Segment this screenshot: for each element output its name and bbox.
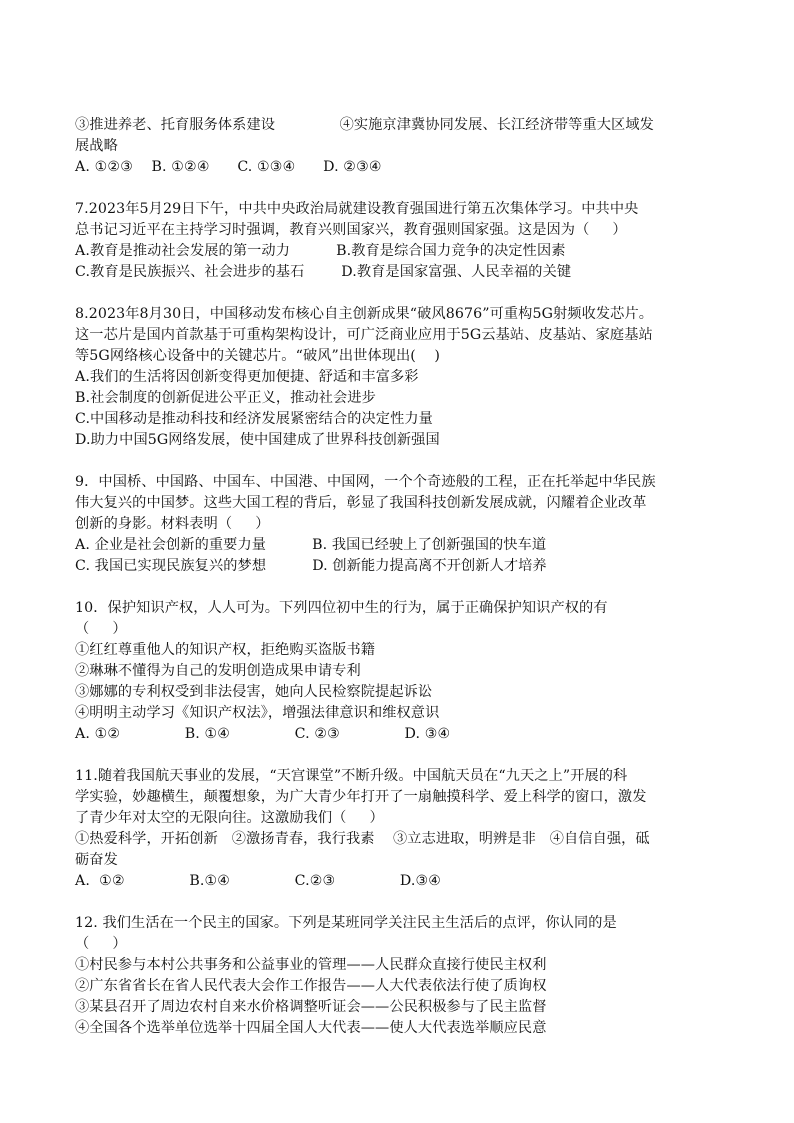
answer-options: A. ①②③ B. ①②④ C. ①③④ D. ②③④ bbox=[75, 159, 382, 175]
statement: ①村民参与本村公共事务和公益事业的管理——人民群众直接行使民主权利 bbox=[75, 957, 547, 973]
question-line: 9．中国桥、中国路、中国车、中国港、中国网，一个个奇迹般的工程，正在托举起中华民族 bbox=[75, 474, 656, 490]
question-line: 这一芯片是国内首款基于可重构架构设计，可广泛商业应用于5G云基站、皮基站、家庭基站 bbox=[75, 327, 653, 343]
answer-options: A. ①② B.①④ C.②③ D.③④ bbox=[75, 873, 442, 889]
question-10 bbox=[75, 598, 725, 745]
question-line: 7.2023年5月29日下午，中共中央政治局就建设教育强国进行第五次集体学习。中共中央 bbox=[75, 201, 639, 217]
question-line: 总书记习近平在主持学习时强调，教育兴则国家兴，教育强则国家强。这是因为（ ） bbox=[75, 222, 627, 238]
question-line: 创新的身影。材料表明（ ） bbox=[75, 516, 270, 532]
question-12 bbox=[75, 913, 725, 1039]
question-line: （ ） bbox=[75, 936, 127, 952]
question-6-tail bbox=[75, 115, 725, 178]
question-8 bbox=[75, 304, 725, 451]
question-9 bbox=[75, 472, 725, 577]
statement: ①热爱科学，开拓创新 ②激扬青春，我行我素 ③立志进取，明辨是非 ④自信自强，砥 bbox=[75, 831, 650, 847]
question-line: 学实验，妙趣横生，颠覆想象，为广大青少年打开了一扇触摸科学、爱上科学的窗口，激发 bbox=[75, 789, 647, 805]
statement: ②琳琳不懂得为自己的发明创造成果申请专利 bbox=[75, 663, 361, 679]
question-line: 等5G网络核心设备中的关键芯片。“破风”出世体现出( ) bbox=[75, 348, 441, 364]
exam-content bbox=[75, 115, 725, 1039]
answer-option: D.助力中国5G网络发展，使中国建成了世界科技创新强国 bbox=[75, 432, 440, 448]
question-line: 8.2023年8月30日，中国移动发布核心自主创新成果“破风8676”可重构5G射频收发芯片。 bbox=[75, 306, 654, 322]
question-line: ③推进养老、托育服务体系建设 ④实施京津冀协同发展、长江经济带等重大区域发 bbox=[75, 117, 654, 133]
question-line: 12. 我们生活在一个民主的国家。下列是某班同学关注民主生活后的点评，你认同的是 bbox=[75, 915, 617, 931]
answer-options: A.教育是推动社会发展的第一动力 B.教育是综合国力竞争的决定性因素 bbox=[75, 243, 566, 259]
statement: ④全国各个选举单位选举十四届全国人大代表——使人大代表选举顺应民意 bbox=[75, 1020, 547, 1036]
answer-options: C.教育是民族振兴、社会进步的基石 D.教育是国家富强、人民幸福的关键 bbox=[75, 264, 572, 280]
answer-option: B.社会制度的创新促进公平正义，推动社会进步 bbox=[75, 390, 376, 406]
statement: ③娜娜的专利权受到非法侵害，她向人民检察院提起诉讼 bbox=[75, 684, 433, 700]
answer-options: A. 企业是社会创新的重要力量 B. 我国已经驶上了创新强国的快车道 bbox=[75, 537, 547, 553]
answer-option: A.我们的生活将因创新变得更加便捷、舒适和丰富多彩 bbox=[75, 369, 419, 385]
question-line: 11.随着我国航天事业的发展，“天宫课堂”不断升级。中国航天员在“九天之上”开展的科 bbox=[75, 768, 628, 784]
answer-option: C.中国移动是推动科技和经济发展紧密结合的决定性力量 bbox=[75, 411, 433, 427]
question-line: 伟大复兴的中国梦。这些大国工程的背后，彰显了我国科技创新发展成就，闪耀着企业改革 bbox=[75, 495, 647, 511]
statement: ②广东省省长在省人民代表大会作工作报告——人大代表依法行使了质询权 bbox=[75, 978, 547, 994]
question-7 bbox=[75, 199, 725, 283]
question-11 bbox=[75, 766, 725, 892]
question-line: （ ） bbox=[75, 621, 127, 637]
statement: ③某县召开了周边农村自来水价格调整听证会——公民积极参与了民主监督 bbox=[75, 999, 547, 1015]
statement: ①红红尊重他人的知识产权，拒绝购买盗版书籍 bbox=[75, 642, 376, 658]
answer-options: A. ①② B. ①④ C. ②③ D. ③④ bbox=[75, 726, 451, 742]
question-line: 展战略 bbox=[75, 138, 118, 154]
question-line: 10．保护知识产权，人人可为。下列四位初中生的行为，属于正确保护知识产权的有 bbox=[75, 600, 608, 616]
answer-options: C. 我国已实现民族复兴的梦想 D. 创新能力提高离不开创新人才培养 bbox=[75, 558, 547, 574]
statement: ④明明主动学习《知识产权法》，增强法律意识和维权意识 bbox=[75, 705, 440, 721]
statement: 砺奋发 bbox=[75, 852, 118, 868]
question-line: 了青少年对太空的无限向往。这激励我们（ ） bbox=[75, 810, 384, 826]
